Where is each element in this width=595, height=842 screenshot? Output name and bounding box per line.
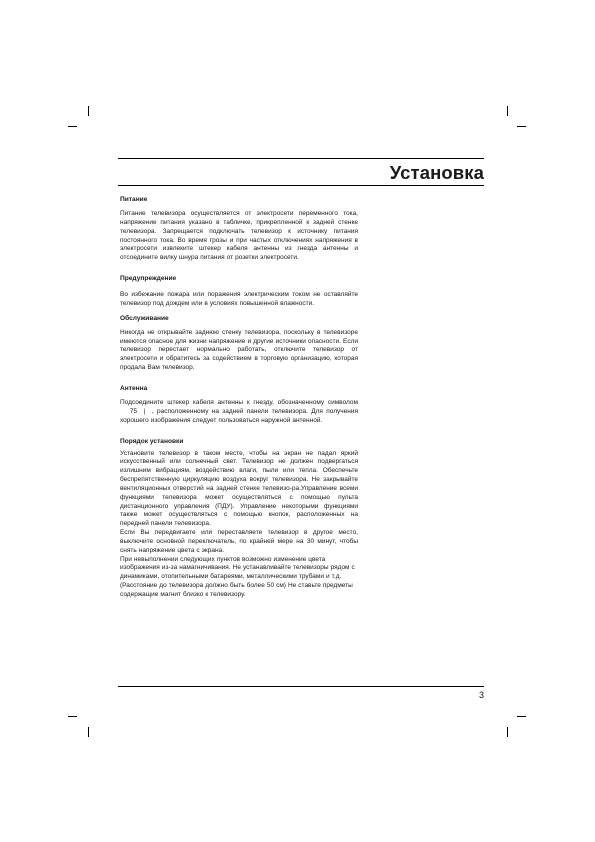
section-maintenance	[120, 314, 358, 373]
page-title: Установка	[389, 162, 484, 183]
section-paragraph: Если Вы передвигаете или переставляете телевизор в другое место, выключите основной переключатель, по крайней мере на 30 минут, чтобы снять напряжение цвета с экрана.	[120, 529, 358, 554]
page-number: 3	[478, 690, 484, 700]
section-heading: Питание	[120, 196, 148, 203]
page-content	[120, 195, 358, 600]
section-paragraph: Питание телевизора осуществляется от электросети переменного тока, напряжение питания указано в табличке, прикрепленной к задней стенке телевизора. Запрещается подключать телевизор к источнику питания постоянного тока. Во время грозы и при частых отключениях напряжения в электросети извлеките штекер кабеля антенны из гнезда антенны и отсоедините вилку шнура питания от розетки электросети.	[120, 210, 358, 262]
section-paragraph: Подсоедините штекер кабеля антенны к гнезду, обозначенному символом 75 | , расположенному на задней панели телевизора. Для получения хорошего изображения следует пользоваться наружной антенной.	[120, 398, 358, 424]
crop-mark-top-left-horizontal	[68, 126, 77, 127]
crop-mark-bottom-right-vertical	[507, 727, 508, 737]
section-heading: Порядок установки	[120, 437, 184, 445]
section-paragraph: Установите телевизор в таком месте, чтобы на экран не падал яркий искусственный или солнечный свет. Телевизор не должен подвергаться излишним вибрациям, воздействию влаги, пыли или тепла. Обеспечьте беспрепятственную циркуляцию воздуха вокруг телевизора. Не закрывайте вентиляционных отверстий на задней стенке телевизо-ра.Управление всеми функциями телевизора может осуществляться с помощью пульта дистанционного управления (ПДУ). Управление некоторыми функциями также может осуществляться с помощью кнопок, расположенных на передней панели телевизора.	[120, 449, 358, 528]
crop-mark-top-left-vertical	[88, 106, 89, 116]
section-antenna	[120, 384, 358, 426]
section-warning	[120, 274, 358, 309]
section-heading: Антенна	[120, 384, 148, 392]
title-underline	[118, 185, 484, 186]
section-paragraph: Во избежание пожара или поражения электрическим током не оставляйте телевизор под дождем или в условиях повышенной влажности.	[120, 291, 358, 307]
crop-mark-bottom-left-vertical	[88, 727, 89, 737]
crop-mark-bottom-right-horizontal	[517, 716, 526, 717]
section-paragraph: Никогда не открывайте заднюю стенку телевизора, поскольку в телевизоре имеются опасное для жизни напряжение и другие источники опасности. Если телевизор перестает нормально работать, отключите телевизор от электросети и обратитесь за содействием в торговую организацию, которая продала Вам телевизор.	[120, 328, 358, 372]
crop-mark-top-right-vertical	[507, 106, 508, 116]
section-power	[120, 195, 358, 263]
section-paragraph: При невыполнении следующих пунктов возможно изменение цвета изображения из-за намагничивания. Не устанавливайте телевизоры рядом с динамиками, отопительными батареями, металлическими трубами и т.д. (Расстояние до телевизора должно быть более 50 см) Не ставьте предметы содержащие магнит близко к телевизору.	[120, 555, 355, 598]
crop-mark-top-right-horizontal	[517, 126, 526, 127]
header-rule	[118, 158, 484, 159]
crop-mark-bottom-left-horizontal	[68, 716, 77, 717]
section-heading: Предупреждение	[120, 275, 177, 283]
section-installation	[120, 437, 358, 600]
footer-rule	[118, 686, 484, 687]
section-heading: Обслуживание	[120, 314, 169, 322]
